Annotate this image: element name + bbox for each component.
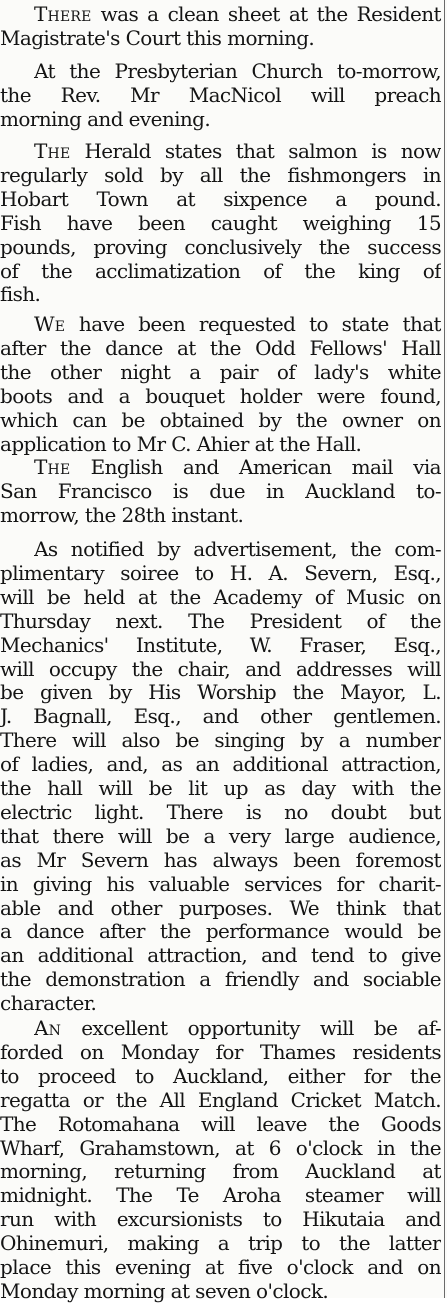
line-text: J. Bagnall, Esq., and other gentlemen. [0, 704, 441, 729]
text-line [0, 633, 441, 657]
line-text: excellent opportunity will be af- [61, 1016, 441, 1040]
line-text: the demonstration a friendly and sociable [0, 967, 441, 992]
text-line [0, 919, 441, 943]
line-text: a dance after the performance would be [0, 919, 441, 944]
line-text: As notified by advertisement, the com- [34, 537, 441, 561]
text-line [0, 991, 441, 1015]
line-text: able and other purposes. We think that [0, 895, 441, 920]
lead-word: The [34, 139, 71, 163]
line-text: as Mr Severn has always been foremost [0, 847, 441, 872]
line-text: place this evening at five o'clock and on [0, 1255, 441, 1279]
text-line [0, 704, 441, 728]
text-line [0, 107, 441, 131]
text-line [0, 872, 441, 896]
text-line [0, 800, 441, 824]
line-text: an additional attraction, and tend to give [0, 943, 441, 968]
text-line [0, 1183, 441, 1207]
column-rule [444, 0, 445, 1298]
text-line [0, 479, 441, 503]
line-text: regularly sold by all the fishmongers in [0, 162, 441, 187]
text-line [0, 282, 441, 306]
line-text: will occupy the chair, and addresses will [0, 656, 441, 681]
text-line [0, 336, 441, 360]
text-line [0, 1207, 441, 1231]
text-line [0, 609, 441, 633]
line-text: fish. [0, 282, 41, 307]
text-line [34, 537, 441, 561]
line-text: At the Presbyterian Church to-morrow, [34, 59, 441, 83]
text-line [0, 1279, 441, 1303]
text-line [0, 503, 441, 527]
line-text: the hall will be lit up as day with the [0, 776, 441, 800]
text-line [34, 139, 441, 163]
line-text: will be held at the Academy of Music on [0, 584, 441, 609]
text-line [0, 408, 441, 432]
text-line [0, 585, 441, 609]
text-line [0, 187, 441, 211]
text-line [0, 561, 441, 585]
line-text: Ohinemuri, making a trip to the latter [0, 1231, 441, 1256]
text-line [0, 83, 441, 107]
line-text: forded on Monday for Thames residents [0, 1039, 441, 1064]
line-text: Wharf, Grahamstown, at 6 o'clock in the [0, 1135, 441, 1160]
line-text: of the acclimatization of the king of [0, 258, 441, 283]
line-text: pounds, proving conclusively the success [0, 234, 441, 259]
line-text: morrow, the 28th instant. [0, 502, 244, 527]
line-text: electric light. There is no doubt but [0, 799, 441, 824]
text-line [34, 1016, 441, 1040]
line-text: Fish have been caught weighing 15 [0, 210, 441, 235]
line-text: the other night a pair of lady's white [0, 359, 441, 384]
text-line [0, 967, 441, 991]
text-line [0, 1112, 441, 1136]
line-text: have been requested to state that [65, 312, 441, 336]
line-text: midnight. The Te Aroha steamer will [0, 1183, 441, 1208]
text-line [34, 2, 441, 26]
text-line [0, 26, 441, 50]
line-text: Mechanics' Institute, W. Fraser, Esq., [0, 632, 441, 657]
text-line [0, 1255, 441, 1279]
text-line [0, 1088, 441, 1112]
line-text: of ladies, and, as an additional attraction, [0, 752, 441, 777]
text-line [0, 384, 441, 408]
text-line [34, 59, 441, 83]
line-text: San Francisco is due in Auckland to- [0, 478, 441, 503]
line-text: was a clean sheet at the Resident [91, 2, 441, 26]
lead-word: The [34, 455, 71, 479]
lead-word: An [34, 1016, 62, 1040]
line-text: Hobart Town at sixpence a pound. [0, 186, 441, 211]
text-line [0, 163, 441, 187]
line-text: Monday morning at seven o'clock. [0, 1278, 329, 1303]
text-line [0, 259, 441, 283]
text-line [0, 943, 441, 967]
text-line [0, 848, 441, 872]
text-line [34, 455, 441, 479]
text-line [34, 312, 441, 336]
line-text: regatta or the All England Cricket Match. [0, 1087, 441, 1112]
line-text: boots and a bouquet holder were found, [0, 383, 441, 408]
text-line [0, 432, 441, 456]
text-line [0, 657, 441, 681]
line-text: be given by His Worship the Mayor, L. [0, 680, 441, 705]
text-line [0, 1136, 441, 1160]
line-text: The Rotomahana will leave the Goods [0, 1111, 441, 1136]
text-line [0, 896, 441, 920]
line-text: after the dance at the Odd Fellows' Hall [0, 335, 441, 360]
text-line [0, 211, 441, 235]
text-line [0, 824, 441, 848]
line-text: in giving his valuable services for charit- [0, 871, 441, 896]
text-line [0, 776, 441, 800]
text-line [0, 752, 441, 776]
text-line [0, 728, 441, 752]
text-line [0, 1064, 441, 1088]
text-line [0, 680, 441, 704]
line-text: Herald states that salmon is now [70, 139, 441, 163]
line-text: that there will be a very large audience, [0, 823, 441, 848]
text-line [0, 1159, 441, 1183]
line-text: morning and evening. [0, 106, 211, 131]
line-text: English and American mail via [70, 455, 441, 479]
text-line [0, 235, 441, 259]
line-text: run with excursionists to Hikutaia and [0, 1207, 441, 1232]
lead-word: There [34, 2, 92, 26]
line-text: morning, returning from Auckland at [0, 1159, 441, 1184]
line-text: plimentary soiree to H. A. Severn, Esq., [0, 560, 441, 585]
line-text: to proceed to Auckland, either for the [0, 1063, 441, 1088]
text-line [0, 360, 441, 384]
lead-word: We [34, 312, 66, 336]
line-text: character. [0, 991, 97, 1016]
line-text: which can be obtained by the owner on [0, 407, 441, 432]
line-text: There will also be singing by a number [0, 728, 441, 753]
text-line [0, 1040, 441, 1064]
line-text: Magistrate's Court this morning. [0, 25, 315, 50]
line-text: the Rev. Mr MacNicol will preach [0, 82, 441, 107]
line-text: application to Mr C. Ahier at the Hall. [0, 431, 362, 456]
line-text: Thursday next. The President of the [0, 608, 441, 633]
text-line [0, 1231, 441, 1255]
